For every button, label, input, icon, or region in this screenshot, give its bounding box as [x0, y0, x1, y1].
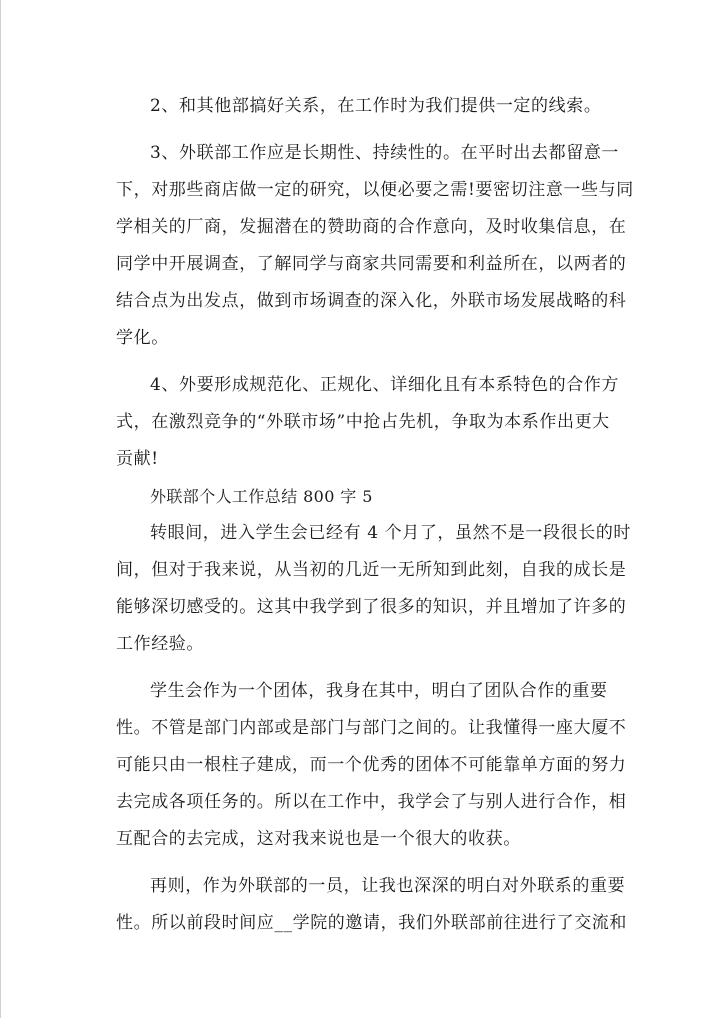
page-edge: [0, 0, 1, 1018]
paragraph-gap: [116, 858, 604, 868]
paragraph-line: 学生会作为一个团体，我身在其中，明白了团队合作的重要: [150, 681, 608, 701]
paragraph-gap: [116, 125, 604, 135]
paragraph-line: 可能只由一根柱子建成，而一个优秀的团体不可能靠单方面的努力: [116, 755, 627, 775]
paragraph-line: 去完成各项任务的。所以在工作中，我学会了与别人进行合作，相: [116, 792, 627, 812]
paragraph-line: 工作经验。: [116, 634, 204, 654]
paragraph-line: 性。不管是部门内部或是部门与部门之间的。让我懂得一座大厦不: [116, 718, 627, 738]
paragraph-line: 再则，作为外联部的一员，让我也深深的明白对外联系的重要: [150, 876, 626, 896]
paragraph-line: 式，在激烈竞争的“外联市场”中抢占先机，争取为本系作出更大: [116, 412, 610, 432]
document-body: [116, 88, 634, 942]
paragraph-line: 3、外联部工作应是长期性、持续性的。在平时出去都留意一: [150, 143, 620, 163]
paragraph-line: 4、外要形成规范化、正规化、详细化且有本系特色的合作方: [150, 375, 620, 395]
paragraph-gap: [116, 357, 604, 367]
paragraph-line: 能够深切感受的。这其中我学到了很多的知识，并且增加了许多的: [116, 597, 627, 617]
paragraph-line: 同学中开展调查，了解同学与商家共同需要和利益所在，以两者的: [116, 254, 627, 274]
paragraph-line: 性。所以前段时间应__学院的邀请，我们外联部前往进行了交流和: [116, 913, 627, 933]
paragraph-line: 互配合的去完成，这对我来说也是一个很大的收获。: [116, 829, 521, 849]
paragraph-line: 结合点为出发点，做到市场调查的深入化，外联市场发展战略的科: [116, 291, 627, 311]
paragraph-line: 间，但对于我来说，从当初的几近一无所知到此刻，自我的成长是: [116, 560, 627, 580]
paragraph-line: 下，对那些商店做一定的研究，以便必要之需!要密切注意一些与同: [116, 180, 634, 200]
paragraph-gap: [116, 663, 604, 673]
paragraph-line: 转眼间，进入学生会已经有 4 个月了，虽然不是一段很长的时: [150, 523, 632, 543]
paragraph-line: 贡献!: [116, 449, 159, 469]
paragraph-line: 2、和其他部搞好关系，在工作时为我们提供一定的线索。: [150, 96, 602, 116]
paragraph-line: 学化。: [116, 328, 169, 348]
section-heading: 外联部个人工作总结 800 字 5: [150, 487, 373, 506]
paragraph-line: 学相关的厂商，发掘潜在的赞助商的合作意向，及时收集信息，在: [116, 217, 627, 237]
